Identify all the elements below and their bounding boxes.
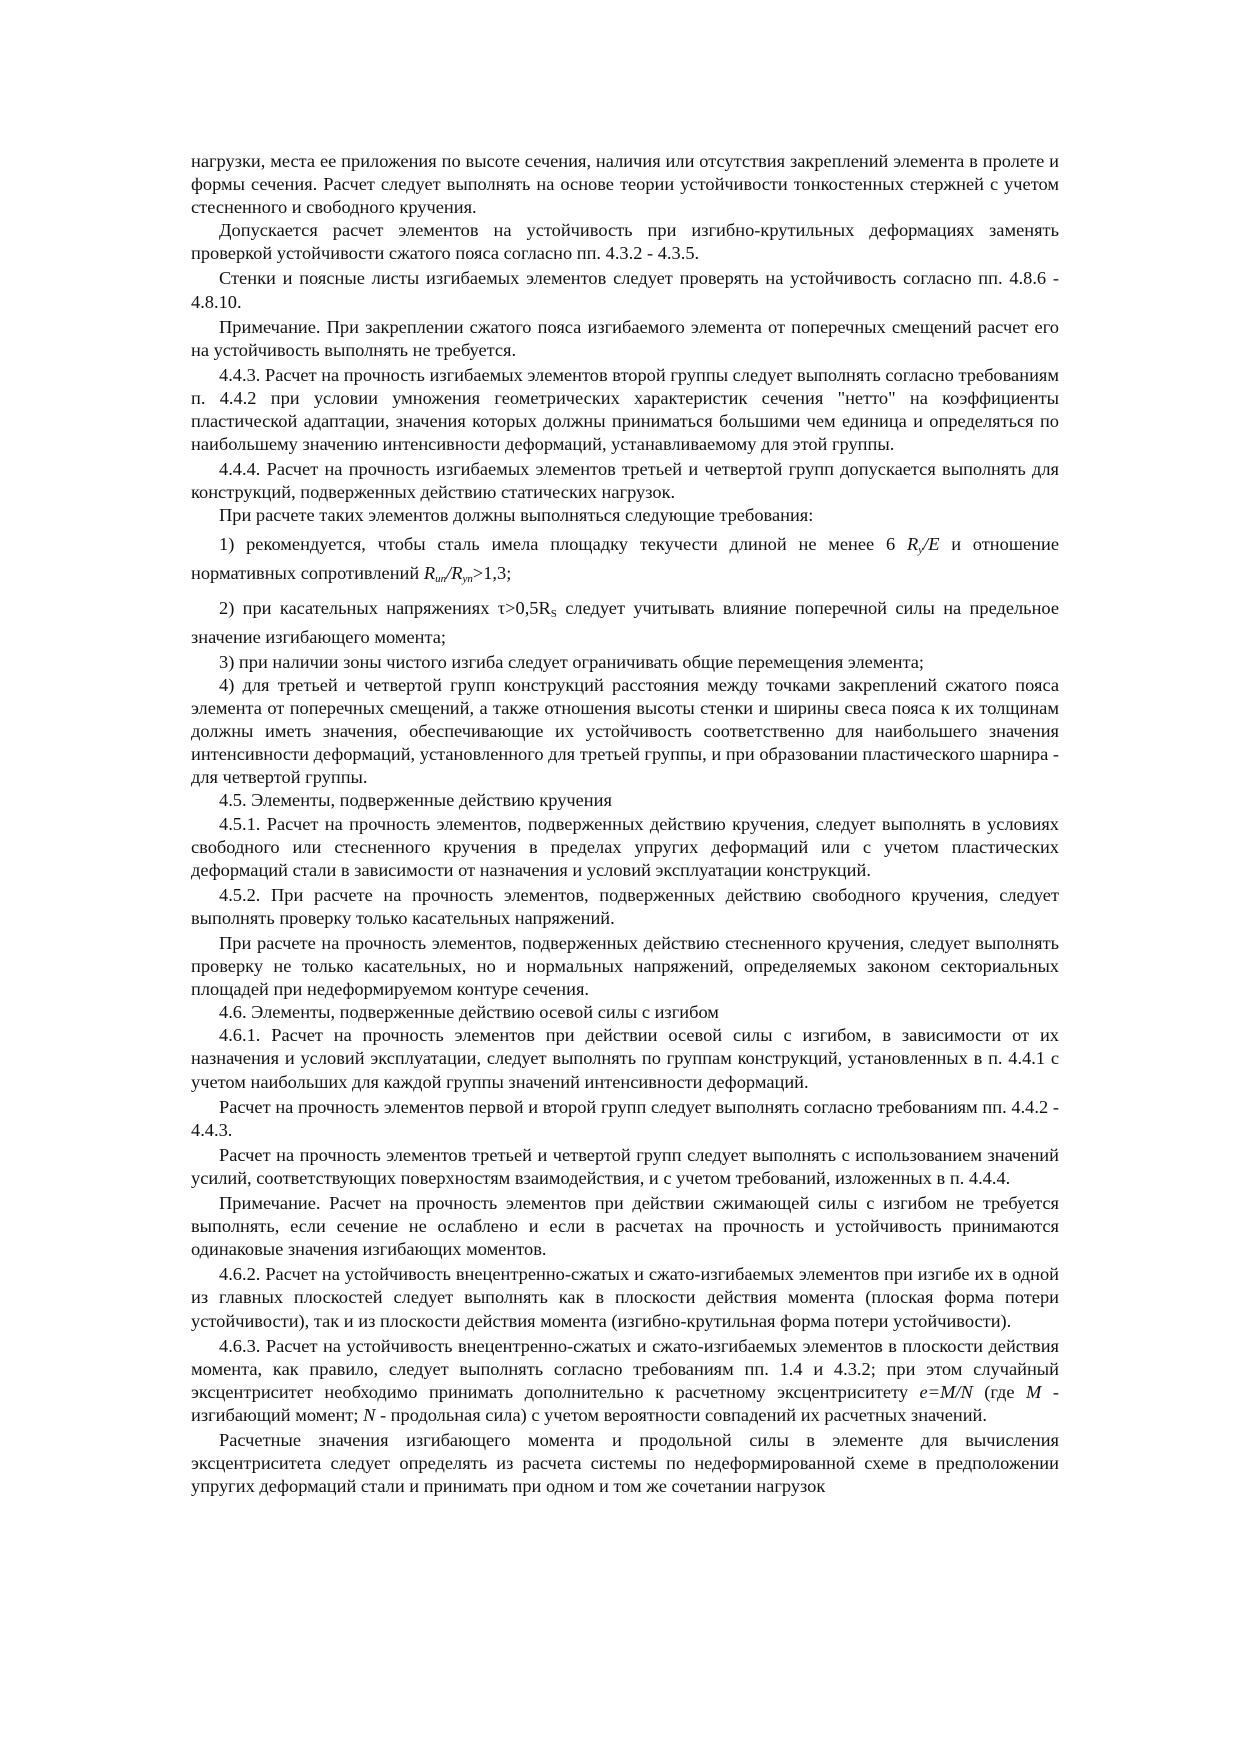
paragraph-4-6-3-text-c: - изгибающий момент; <box>191 1381 1059 1425</box>
paragraph-requirement-2 <box>191 597 1059 649</box>
heading-4-6: 4.6. Элементы, подверженные действию осевой силы с изгибом <box>219 1002 719 1023</box>
symbol-slash-2: / <box>446 562 452 583</box>
requirement-1-text-c: >1,3; <box>472 562 512 583</box>
symbol-R-yn-subscript: yn <box>462 572 473 585</box>
paragraph-4-6-3-text-d: - продольная сила) с учетом вероятности совпадений их расчетных значений. <box>375 1404 988 1425</box>
symbol-R-un: R <box>423 562 436 583</box>
paragraph-torsional-check: Допускается расчет элементов на устойчивость при изгибно-крутильных деформациях заменять проверкой устойчивости сжатого пояса согласно пп. 4.3.2 - 4.3.5. <box>191 220 1059 264</box>
symbol-Rs-subscript: S <box>550 607 557 620</box>
paragraph-design-values: Расчетные значения изгибающего момента и продольной силы в элементе для вычисления эксцентриситета следует определять из расчета системы по недеформированной схеме в предположении упругих деформаций стали и принимать при одном и том же сочетании нагрузок <box>191 1429 1059 1497</box>
requirement-1-text-a: 1) рекомендуется, чтобы сталь имела площадку текучести длиной не менее 6 <box>219 533 907 554</box>
symbol-R-un-subscript: un <box>435 572 447 585</box>
paragraph-groups-1-2: Расчет на прочность элементов первой и второй групп следует выполнять согласно требованиям пп. 4.4.2 - 4.4.3. <box>191 1096 1059 1140</box>
symbol-R-subscript: y <box>918 543 924 556</box>
heading-4-5: 4.5. Элементы, подверженные действию кручения <box>219 790 612 811</box>
formula-eccentricity: e=M/N <box>919 1381 973 1402</box>
requirement-1-text-b: и отношение нормативных сопротивлений <box>191 533 1060 583</box>
symbol-N: N <box>363 1404 376 1425</box>
paragraph-requirement-3: 3) при наличии зоны чистого изгиба следует ограничивать общие перемещения элемента; <box>219 651 924 672</box>
paragraph-requirement-4: 4) для третьей и четвертой групп конструкций расстояния между точками закреплений сжатого пояса элемента от поперечных смещений, а также отношения высоты стенки и ширины свеса пояса к их толщинам должны иметь значения, обеспечивающие их устойчивость соответственно для наибольшего значения интенсивности деформаций, установленного для третьей группы, и при образовании пластического шарнира - для четвертой группы. <box>191 674 1059 788</box>
paragraph-4-5-1: 4.5.1. Расчет на прочность элементов, подверженных действию кручения, следует выполнять в условиях свободного или стесненного кручения в пределах упругих деформаций или с учетом пластических деформаций стали в зависимости от назначения и условий эксплуатации конструкций. <box>191 813 1059 880</box>
paragraph-4-6-3-text-b: (где <box>972 1381 1027 1402</box>
paragraph-4-4-4: 4.4.4. Расчет на прочность изгибаемых элементов третьей и четвертой групп допускается выполнять для конструкций, подверженных действию статических нагрузок. <box>191 459 1059 503</box>
paragraph-webs-flanges: Стенки и поясные листы изгибаемых элементов следует проверять на устойчивость согласно пп. 4.8.6 - 4.8.10. <box>191 268 1059 312</box>
paragraph-4-6-1: 4.6.1. Расчет на прочность элементов при действии осевой силы с изгибом, в зависимости от их назначения и условий эксплуатации, следует выполнять по группам конструкций, установленных в п. 4.4.1 с учетом наибольших для каждой группы значений интенсивности деформаций. <box>191 1025 1059 1092</box>
requirement-2-text-b: следует учитывать влияние поперечной силы на предельное значение изгибающего момента; <box>191 597 1059 647</box>
paragraph-note-1: Примечание. При закреплении сжатого пояса изгибаемого элемента от поперечных смещений расчет его на устойчивость выполнять не требуется. <box>191 316 1059 360</box>
document-page <box>191 150 1059 1498</box>
requirement-2-text-a: 2) при касательных напряжениях τ>0,5R <box>219 597 551 618</box>
paragraph-4-6-2: 4.6.2. Расчет на устойчивость внецентренно-сжатых и сжато-изгибаемых элементов при изгибе их в одной из главных плоскостей следует выполнять как в плоскости действия момента (плоская форма потери устойчивости), так и из плоскости действия момента (изгибно-крутильная форма потери устойчивости). <box>191 1264 1059 1331</box>
paragraph-4-6-3-text-a: 4.6.3. Расчет на устойчивость внецентренно-сжатых и сжато-изгибаемых элементов в плоскости действия момента, как правило, следует выполнять согласно требованиям пп. 1.4 и 4.3.2; при этом случайный эксцентриситет необходимо принимать дополнительно к расчетному эксцентриситету <box>191 1335 1059 1402</box>
symbol-R: R <box>906 533 919 554</box>
paragraph-note-2: Примечание. Расчет на прочность элементов при действии сжимающей силы с изгибом не требуется выполнять, если сечение не ослаблено и если в расчетах на прочность и устойчивость принимаются одинаковые значения изгибающих моментов. <box>191 1193 1059 1260</box>
paragraph-groups-3-4: Расчет на прочность элементов третьей и четвертой групп следует выполнять с использованием значений усилий, соответствующих поверхностям взаимодействия, и с учетом требований, изложенных в п. 4.4.4. <box>191 1144 1059 1188</box>
symbol-E: E <box>928 533 940 554</box>
paragraph-4-6-3 <box>191 1335 1059 1427</box>
paragraph-restrained-torsion: При расчете на прочность элементов, подверженных действию стесненного кручения, следует выполнять проверку не только касательных, но и нормальных напряжений, определяемых законом секториальных площадей при недеформируемом контуре сечения. <box>191 933 1059 1000</box>
symbol-R-yn: R <box>451 562 463 583</box>
symbol-slash: / <box>923 533 929 554</box>
paragraph-continuation: нагрузки, места ее приложения по высоте сечения, наличия или отсутствия закреплений элемента в пролете и формы сечения. Расчет следует выполнять на основе теории устойчивости тонкостенных стержней с учетом стесненного и свободного кручения. <box>191 151 1059 218</box>
paragraph-requirement-1 <box>191 533 1059 591</box>
symbol-M: M <box>1026 1381 1042 1402</box>
paragraph-4-5-2: 4.5.2. При расчете на прочность элементов, подверженных действию свободного кручения, следует выполнять проверку только касательных напряжений. <box>191 884 1059 928</box>
paragraph-4-4-3: 4.4.3. Расчет на прочность изгибаемых элементов второй группы следует выполнять согласно требованиям п. 4.4.2 при условии умножения геометрических характеристик сечения "нетто" на коэффициенты пластической адаптации, значения которых должны приниматься большими чем единица и определяться по наибольшему значению интенсивности деформаций, устанавливаемому для этой группы. <box>191 364 1060 455</box>
paragraph-requirements-intro: При расчете таких элементов должны выполняться следующие требования: <box>219 505 814 526</box>
